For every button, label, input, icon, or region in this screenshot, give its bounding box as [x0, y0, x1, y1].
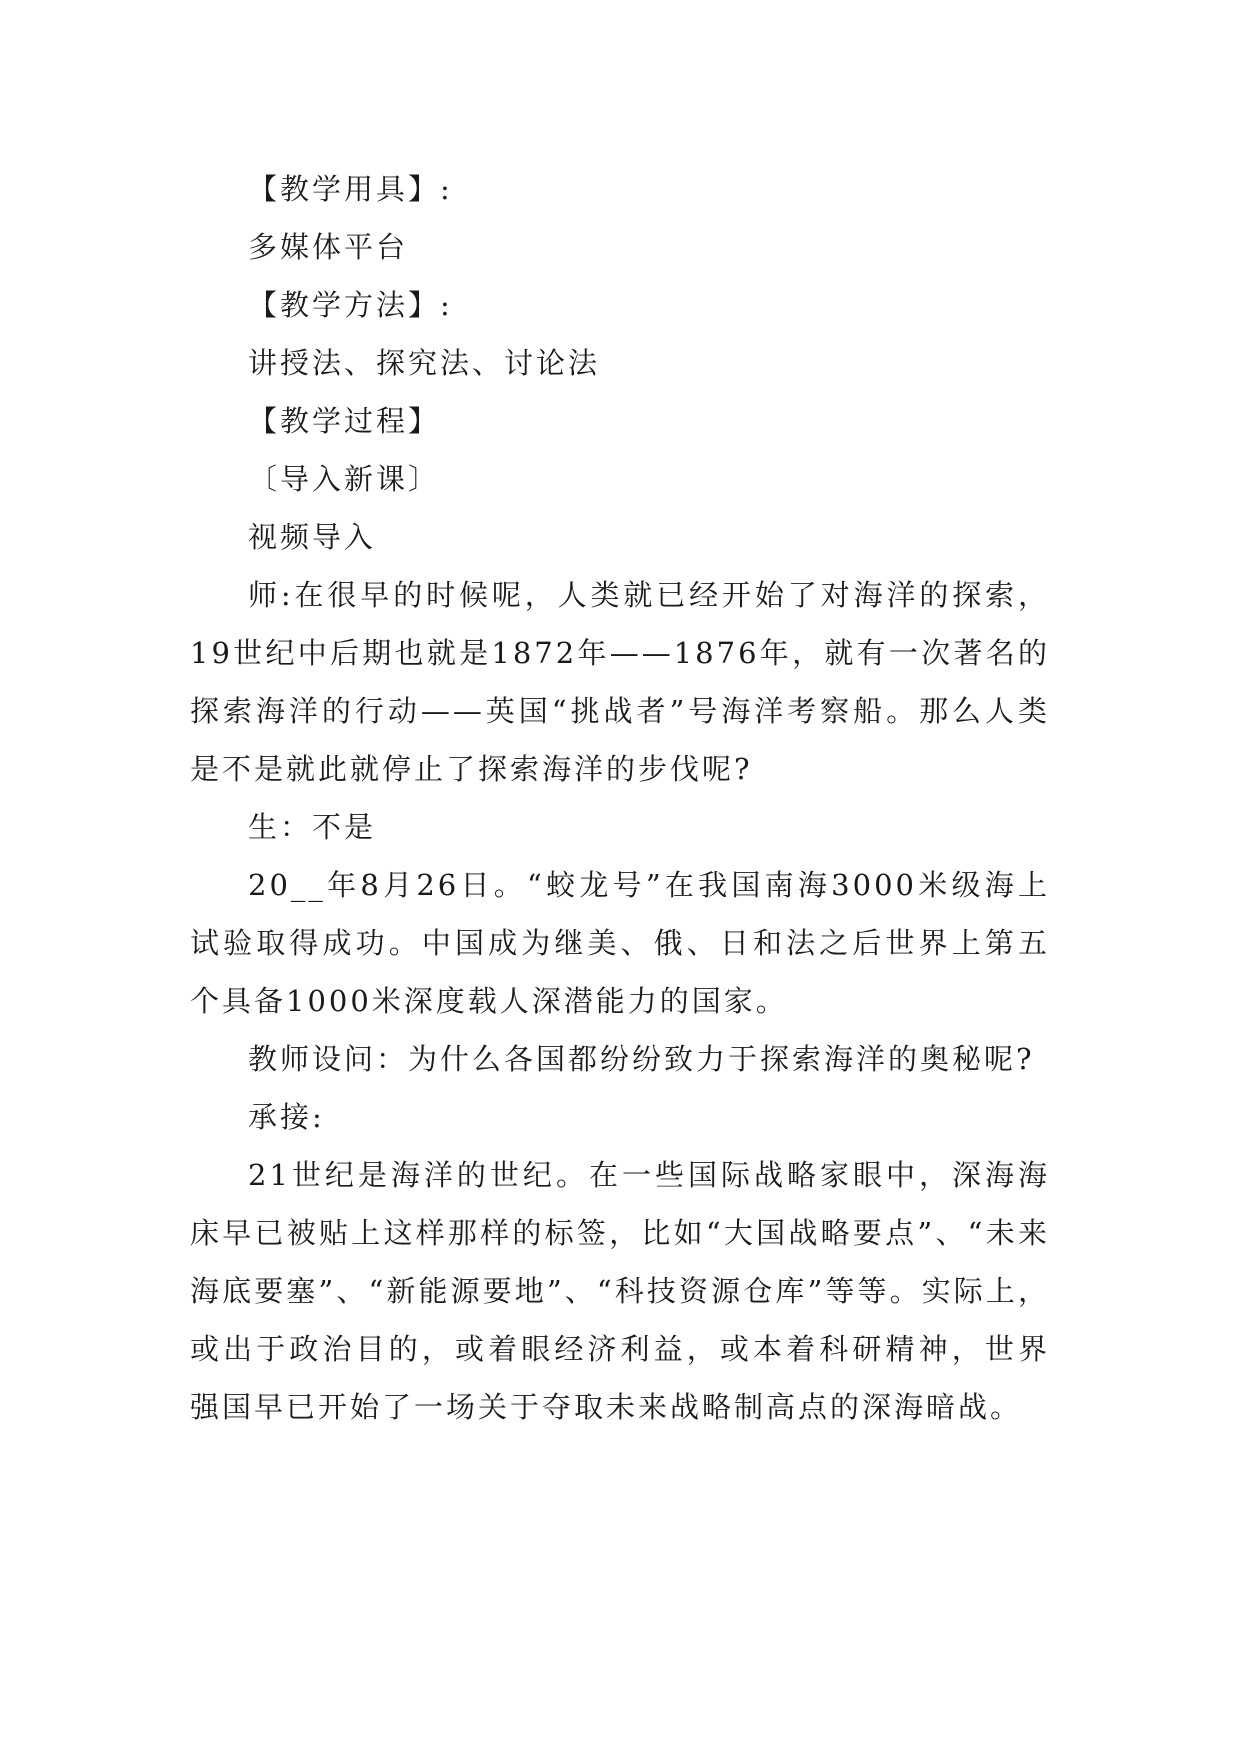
- transition-label: 承接:: [248, 1100, 325, 1134]
- teacher-question: 教师设问：为什么各国都纷纷致力于探索海洋的奥秘呢?: [248, 1042, 1035, 1076]
- jiaolong-paragraph: 20__年8月26日。“蛟龙号”在我国南海3000米级海上试验取得成功。中国成为继美、俄、日和法之后世界上第五个具备1000米深度载人深潜能力的国家。: [190, 868, 1050, 1018]
- student-answer: 生：不是: [248, 810, 377, 844]
- heading-teaching-methods: 【教学方法】:: [248, 288, 453, 322]
- teaching-methods-text: 讲授法、探究法、讨论法: [248, 346, 601, 380]
- teacher-paragraph: 师:在很早的时候呢，人类就已经开始了对海洋的探索，19世纪中后期也就是1872年——1876年，就有一次著名的探索海洋的行动——英国“挑战者”号海洋考察船。那么人类是不是就此就停止了探索海洋的步伐呢?: [190, 578, 1050, 786]
- heading-teaching-process: 【教学过程】: [248, 404, 441, 438]
- teaching-tools-text: 多媒体平台: [248, 230, 409, 264]
- video-introduction-text: 视频导入: [248, 520, 377, 554]
- document-body: [190, 160, 1050, 1436]
- subheading-introduction: 〔导入新课〕: [248, 462, 441, 496]
- heading-teaching-tools: 【教学用具】:: [248, 172, 453, 206]
- ocean-century-paragraph: 21世纪是海洋的世纪。在一些国际战略家眼中，深海海床早已被贴上这样那样的标签，比如“大国战略要点”、“未来海底要塞”、“新能源要地”、“科技资源仓库”等等。实际上，或出于政治目的，或着眼经济利益，或本着科研精神，世界强国早已开始了一场关于夺取未来战略制高点的深海暗战。: [190, 1158, 1050, 1424]
